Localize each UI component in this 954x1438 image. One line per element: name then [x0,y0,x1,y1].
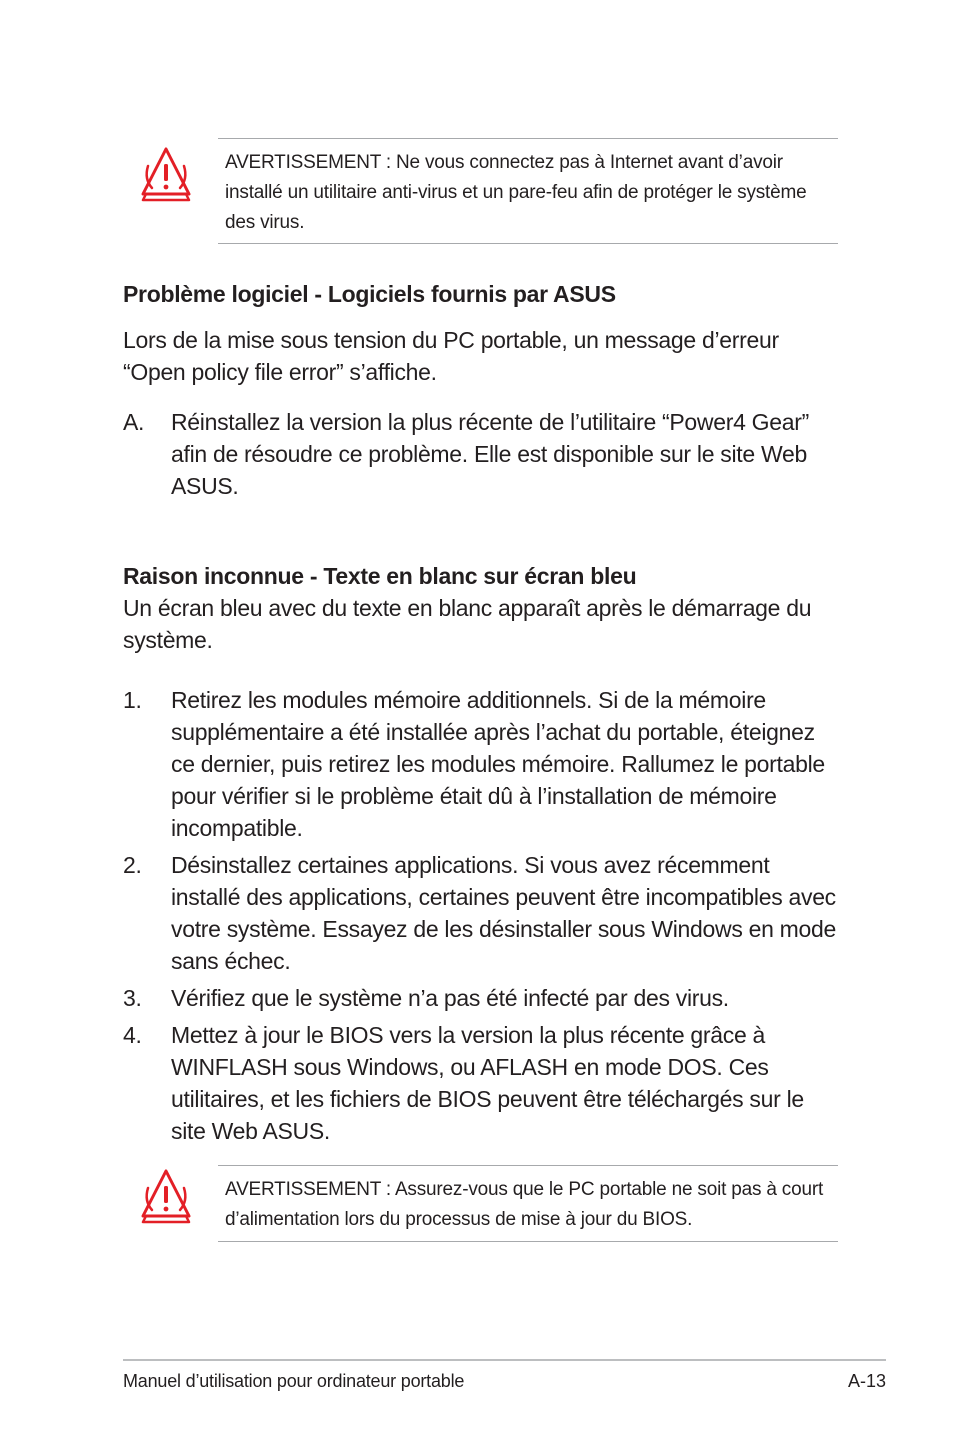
list-marker: 2. [123,852,142,878]
list-item-text: Mettez à jour le BIOS vers la version la plus récente grâce à WINFLASH sous Windows, ou AFLASH en mode DOS. Ces utilitaires, et les fichiers de BIOS peuvent être téléchargés sur le site Web ASUS. [171,1022,804,1144]
list-marker: A. [123,409,145,435]
list-marker: 1. [123,687,142,713]
section-heading: Raison inconnue - Texte en blanc sur écran bleu [123,563,637,589]
warning-text: AVERTISSEMENT : Assurez-vous que le PC portable ne soit pas à court d’alimentation lors du processus de mise à jour du BIOS. [225,1179,824,1230]
list-item-text: Désinstallez certaines applications. Si vous avez récemment installé des applications, certaines peuvent être incompatibles avec votre système. Essayez de les désinstaller sous Windows en mode sans échec. [171,852,837,974]
section-intro: Lors de la mise sous tension du PC portable, un message d’erreur “Open policy file error” s’affiche. [123,327,779,385]
footer-manual-title: Manuel d’utilisation pour ordinateur portable [123,1371,465,1391]
list-item [123,982,841,1014]
list-item [123,849,841,977]
list-item-text: Réinstallez la version la plus récente de l’utilitaire “Power4 Gear” afin de résoudre ce problème. Elle est disponible sur le site Web ASUS. [171,409,809,499]
footer-divider [123,1359,886,1361]
list-item [123,684,841,844]
section-intro: Un écran bleu avec du texte en blanc apparaît après le démarrage du système. [123,595,812,653]
list-marker: 3. [123,985,142,1011]
solution-list [123,406,841,502]
warning-callout [218,1165,838,1242]
warning-callout [218,138,838,244]
list-item-text: Retirez les modules mémoire additionnels. Si de la mémoire supplémentaire a été installée après l’achat du portable, éteignez ce dernier, puis retirez les modules mémoire. Rallumez le portable pour vérifier si le problème était dû à l’installation de mémoire incompatible. [171,687,825,841]
list-marker: 4. [123,1022,142,1048]
warning-text: AVERTISSEMENT : Ne vous connectez pas à Internet avant d’avoir installé un utilitaire anti-virus et un pare-feu afin de protéger le système des virus. [225,152,807,233]
list-item [123,1019,841,1147]
warning-triangle-icon [138,144,194,202]
list-item-text: Vérifiez que le système n’a pas été infecté par des virus. [171,985,729,1011]
section-heading: Problème logiciel - Logiciels fournis par ASUS [123,281,616,307]
page-number: A-13 [847,1371,886,1391]
solution-list [123,684,841,1152]
list-item [123,406,841,502]
warning-triangle-icon [138,1166,194,1224]
